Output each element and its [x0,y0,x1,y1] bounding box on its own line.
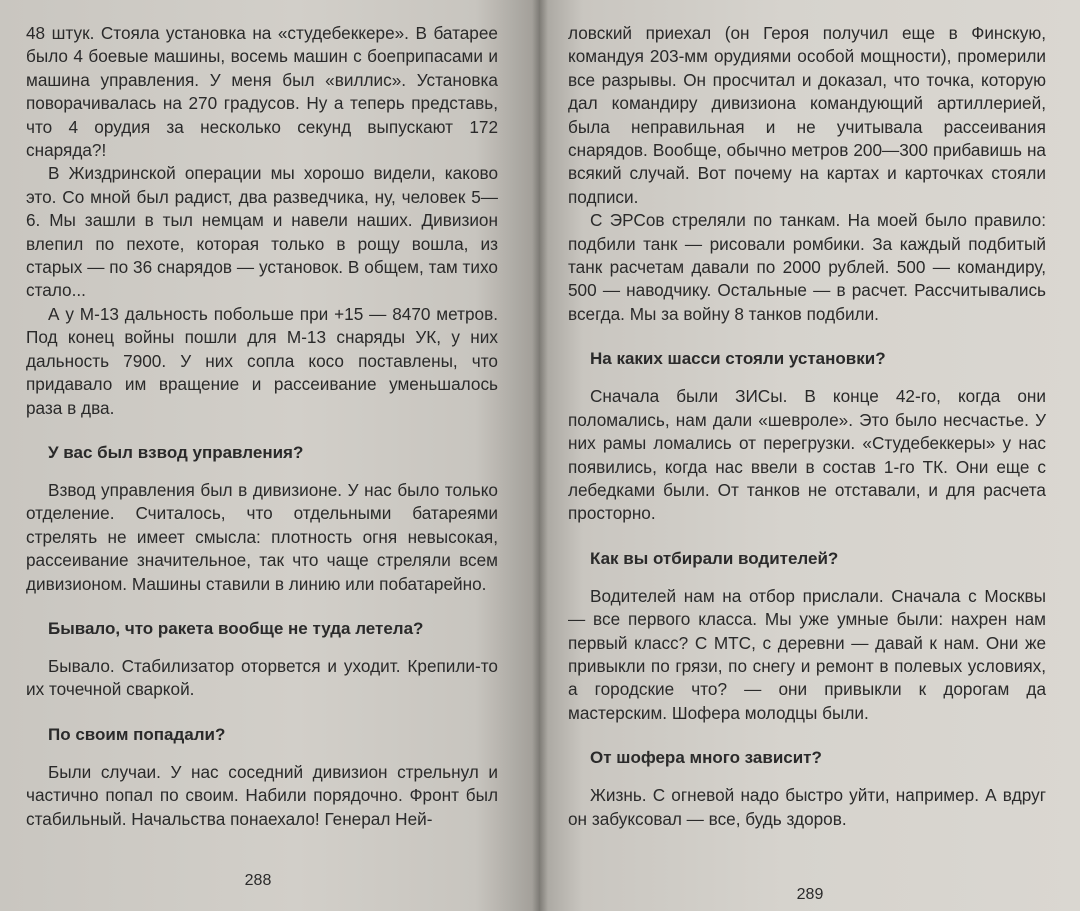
interview-question: На каких шасси стояли установки? [590,349,886,369]
answer-paragraph: Были случаи. У нас соседний дивизион стрельнул и частично попал по своим. Набили порядочно. Фронт был стабильный. Начальства понаехало! Генерал Ней- [26,761,498,829]
paragraph: ловский приехал (он Героя получил еще в Финскую, командуя 203-мм орудиями особой мощности), промерили все разрывы. Он просчитал и доказал, что точка, которую дал командиру дивизиона командующий артиллерией, была неправильная и не учитывала рассеивания снарядов. Вообще, обычно метров 200—300 прибавишь на всякий случай. Вот почему на картах и карточках стояли подписи. [568,23,1046,207]
interview-question: Как вы отбирали водителей? [590,548,839,568]
paragraph: В Жиздринской операции мы хорошо видели, каково это. Со мной был радист, два разведчика, ну, человек 5—6. Мы зашли в тыл немцам и навели наших. Дивизион влепил по пехоте, которая только в рощу вошла, из старых — по 36 снарядов — установок. В общем, там тихо стало... [26,163,498,301]
right-page [540,0,1080,911]
paragraph: 48 штук. Стояла установка на «студебеккере». В батарее было 4 боевые машины, восемь машин с боеприпасами и машина управления. У меня был «виллис». Установка поворачивалась на 270 градусов. Ну а теперь представь, что 4 орудия за несколько секунд выпускают 172 снаряда?! [26,23,498,161]
answer-paragraph: Бывало. Стабилизатор оторвется и уходит. Крепили-то их точечной сваркой. [26,655,498,700]
answer-paragraph: Сначала были ЗИСы. В конце 42-го, когда они поломались, нам дали «шевроле». Это было несчастье. У них рамы ломались от перегрузки. «Студебеккеры» у нас появились, когда нас ввели в состав 1-го ТК. Они еще с лебедками были. От танков не отставали, и для расчета просторно. [568,386,1046,524]
answer-paragraph: Жизнь. С огневой надо быстро уйти, например. А вдруг он забуксовал — все, будь здоров. [568,785,1046,829]
answer-paragraph: Взвод управления был в дивизионе. У нас было только отделение. Считалось, что отдельными батареями стрелять не имеет смысла: плотность огня невысокая, рассеивание значительное, так что чаще стреляли всем дивизионом. Машины ставили в линию или побатарейно. [26,479,498,594]
answer-paragraph: Водителей нам на отбор прислали. Сначала с Москвы — все первого класса. Мы уже умные были: нахрен нам первый класс? С МТС, с деревни — давай к нам. Они же привыкли по грязи, по снегу и ремонт в полевых условиях, а городские что? — они привыкли к дорогам да мастерским. Шофера молодцы были. [568,585,1046,723]
paragraph: С ЭРСов стреляли по танкам. На моей было правило: подбили танк — рисовали ромбики. За каждый подбитый танк расчетам давали по 2000 рублей. 500 — командиру, 500 — наводчику. Остальные — в расчет. Рассчитывались всегда. Мы за войну 8 танков подбили. [568,210,1046,324]
interview-question: По своим попадали? [48,724,226,744]
interview-question: Бывало, что ракета вообще не туда летела? [48,618,424,638]
interview-question: У вас был взвод управления? [48,442,304,462]
paragraph: А у М-13 дальность побольше при +15 — 8470 метров. Под конец войны пошли для М-13 снаряды УК, у них дальность 7900. У них сопла косо поставлены, что придавало им вращение и рассеивание уменьшалось раза в два. [26,303,498,418]
interview-question: От шофера много зависит? [590,748,822,768]
right-page-text [568,22,1046,831]
page-number: 289 [796,886,824,903]
page-number: 288 [244,872,272,889]
left-page-text [26,22,498,831]
